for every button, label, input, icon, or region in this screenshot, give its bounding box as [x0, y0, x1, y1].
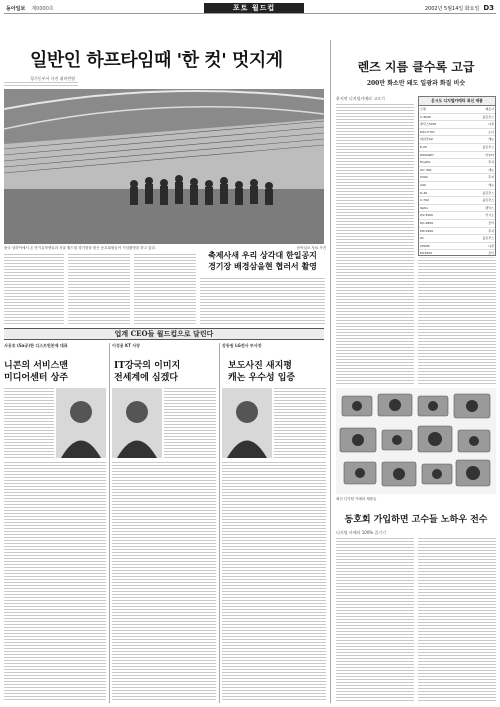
- spec-maker: 카시오: [485, 213, 494, 218]
- ceo2-text: [112, 462, 216, 702]
- spec-model: CP995: [420, 243, 430, 248]
- page-number: D3: [483, 4, 494, 12]
- lead-text-col2: [68, 254, 130, 326]
- spec-model: C-4040: [420, 114, 431, 119]
- spec-maker: 후지: [488, 160, 494, 165]
- spec-maker: 소니: [488, 129, 494, 134]
- spec-table-row: [419, 197, 495, 205]
- spec-table: [418, 96, 496, 256]
- spec-model: QV-3500: [420, 213, 433, 218]
- spec-maker: 올림푸스: [482, 198, 494, 203]
- spec-table-row: [419, 136, 495, 144]
- spec-model: DiMAGE7: [420, 152, 434, 157]
- spec-model: Z1: [420, 236, 424, 241]
- spec-model: E-20: [420, 144, 427, 149]
- spec-table-row: [419, 190, 495, 198]
- spec-table-row: [419, 220, 495, 228]
- spec-maker: 후지: [488, 228, 494, 233]
- spec-maker: 펜탁스: [485, 205, 494, 210]
- issue-date: 2002년 5월14일 화요일: [424, 6, 480, 12]
- paper-name: 동아일보 제0000호: [6, 6, 54, 12]
- lens-byline: 윤지연 디지털카메라 고르기: [336, 96, 385, 101]
- date-page: [425, 4, 494, 12]
- ceo1-text-top: [4, 388, 54, 458]
- ceo3-text: [222, 462, 326, 702]
- spec-table-row: [419, 174, 495, 182]
- spec-table-row: [419, 182, 495, 190]
- ceo1-label: 사공호 (Sa공)한 디스트윈본제 대표: [4, 343, 68, 348]
- lead-photo-credit: 동아일보 자료 사진: [296, 246, 326, 250]
- ceo2-text-top: [164, 388, 216, 458]
- spec-table-row: [419, 121, 495, 129]
- lens-headline: 렌즈 지름 클수록 고급: [357, 60, 475, 74]
- ceo2-headline: IT강국의 이미지 전세계에 심겠다: [114, 361, 181, 383]
- spec-maker: 미놀타: [485, 152, 494, 157]
- spec-maker: 올림푸스: [482, 190, 494, 195]
- spec-maker: 코닥: [488, 251, 494, 256]
- spec-model: D-40: [420, 190, 428, 195]
- spec-table-row: [419, 129, 495, 137]
- cameras-photo: [336, 388, 496, 494]
- spec-model: FinePix: [420, 160, 431, 165]
- spec-maker: 올림푸스: [482, 114, 494, 119]
- ceo1-portrait: [56, 388, 106, 458]
- spec-model: 파워샷G2: [420, 137, 433, 142]
- spec-table-row: [419, 205, 495, 213]
- spec-table-row: [419, 243, 495, 251]
- lens-text-col1: [336, 104, 414, 384]
- lens-text-col2: [418, 260, 496, 384]
- spec-maker: 후지: [488, 175, 494, 180]
- spec-model: A40: [420, 182, 426, 187]
- spec-model: 쿨픽스5700: [420, 122, 437, 127]
- spec-table-title: 윤시도 디지털카메라 최신 제품: [419, 97, 495, 106]
- issue-number: 제0000호: [31, 6, 54, 12]
- cameras-caption: 최신 디지털 카메라 제품들: [336, 497, 377, 501]
- hobby-text-col2: [418, 538, 496, 702]
- section-title: 포토 월드컵: [204, 3, 304, 13]
- spec-maker: 제조사: [485, 107, 494, 111]
- spec-maker: 캐논: [488, 167, 494, 172]
- spec-table-row: [419, 235, 495, 243]
- spec-model: IXY 300: [420, 167, 432, 172]
- ceo3-portrait: [222, 388, 272, 458]
- spec-table-row: [419, 228, 495, 236]
- ceo3-label: 강동원 LG전사 부사장: [222, 343, 262, 348]
- spec-table-row: [419, 106, 495, 114]
- ceo1-headline: 니콘의 서비스맨 미디어센터 상주: [4, 361, 68, 383]
- lead-subhead: 축제사새 우리 상각대 한일공지 경기장 배경삼을현 협러서 촬영: [208, 250, 317, 271]
- spec-model: MX-2900: [420, 228, 434, 233]
- hobby-byline: 디지털 카메라 100% 즐기기: [336, 530, 387, 535]
- spec-maker: 올림푸스: [482, 144, 494, 149]
- spec-maker: 캐논: [488, 182, 494, 187]
- hobby-text-col1: [336, 538, 414, 702]
- spec-maker: 캐논: [488, 137, 494, 142]
- lead-photo-caption: 중국 상하이에서 온 단기유학생들과 서울 월드컵 경기장을 찾은 동호회원들이 기념촬영을 하고 있다.: [4, 246, 156, 250]
- ceo3-text-top: [274, 388, 326, 458]
- spec-maker: 니콘: [488, 122, 494, 127]
- lead-text-col3: [134, 254, 196, 326]
- ceo2-label: 이성용 KT 사장: [112, 343, 140, 348]
- spec-model: C-700: [420, 198, 429, 203]
- lead-text-col1: [4, 254, 64, 326]
- ceo2-portrait: [112, 388, 162, 458]
- lead-headline: 일반인 하프타임때 '한 컷' 멋지게: [30, 50, 283, 71]
- spec-model: DSC-F707: [420, 129, 435, 134]
- page-header: [4, 2, 496, 14]
- spec-table-row: [419, 114, 495, 122]
- spec-maker: 올림푸스: [482, 236, 494, 241]
- spec-model: S304: [420, 175, 428, 180]
- ceo-section-banner: 업계 CEO들 월드컵으로 달린다: [4, 328, 324, 340]
- stadium-photo: [4, 89, 324, 244]
- lead-text-col4: [200, 278, 325, 326]
- spec-table-row: [419, 144, 495, 152]
- lead-byline: 경기동부서 사진 취미반원: [30, 76, 76, 81]
- spec-table-row: [419, 167, 495, 175]
- spec-table-row: [419, 152, 495, 160]
- spec-table-row: [419, 159, 495, 167]
- spec-table-row: [419, 212, 495, 220]
- spec-table-row: [419, 250, 495, 258]
- spec-model: Optio: [420, 205, 429, 210]
- lead-text-intro: [4, 82, 78, 88]
- spec-maker: 코닥: [488, 220, 494, 225]
- ceo3-headline: 보도사진 새지평 캐논 우수성 입증: [228, 361, 296, 383]
- spec-model: DC-4800: [420, 220, 434, 225]
- spec-maker: 니콘: [488, 243, 494, 248]
- spec-model: 모델: [420, 107, 426, 111]
- ceo1-text: [4, 462, 106, 702]
- lens-subhead: 200만 화소만 돼도 일광과 화질 비슷: [366, 80, 466, 87]
- spec-model: DX3900: [420, 251, 432, 256]
- hobby-headline: 동호회 가입하면 고수들 노하우 전수: [344, 515, 488, 525]
